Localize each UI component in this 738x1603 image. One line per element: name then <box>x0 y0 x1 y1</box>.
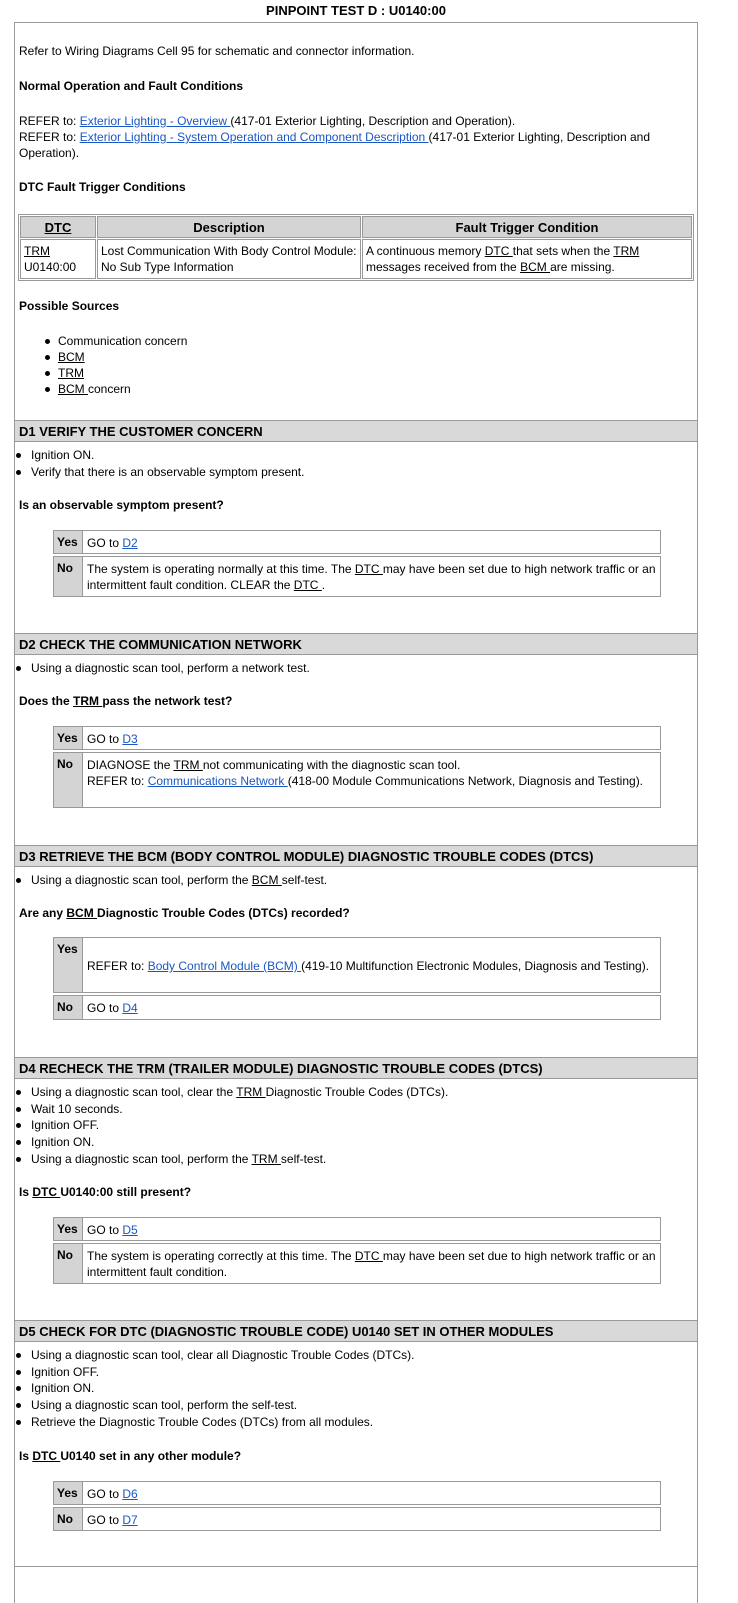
list-item: Using a diagnostic scan tool, clear the TRM Diagnostic Trouble Codes (DTCs). <box>15 1084 448 1101</box>
step-d4-no-row <box>53 1243 661 1284</box>
step-d5-header: D5 CHECK FOR DTC (DIAGNOSTIC TROUBLE CODE) U0140 SET IN OTHER MODULES <box>15 1320 697 1342</box>
description-cell: Lost Communication With Body Control Module: No Sub Type Information <box>97 239 361 279</box>
col-header-dtc: DTC <box>20 216 96 238</box>
no-value: GO to D7 <box>87 1513 138 1527</box>
refer-suffix: (417-01 Exterior Lighting, Description and Operation). <box>19 130 650 160</box>
dtc-trigger-heading: DTC Fault Trigger Conditions <box>19 180 186 194</box>
no-value: GO to D4 <box>87 1001 138 1015</box>
yes-value: GO to D2 <box>87 536 138 550</box>
no-value: The system is operating correctly at this time. The DTC may have been set due to high network traffic or an intermittent fault condition. <box>87 1249 656 1279</box>
step-d1-bullets <box>15 447 304 480</box>
yes-label: Yes <box>54 1218 83 1240</box>
yes-label: Yes <box>54 727 83 749</box>
dtc-table <box>18 214 694 281</box>
step-d4-header: D4 RECHECK THE TRM (TRAILER MODULE) DIAGNOSTIC TROUBLE CODES (DTCS) <box>15 1057 697 1079</box>
list-item: Ignition ON. <box>15 447 304 464</box>
list-item: Ignition OFF. <box>15 1117 448 1134</box>
refer-line-2 <box>19 129 691 161</box>
communications-network-link[interactable]: Communications Network <box>147 774 288 788</box>
step-d2-header: D2 CHECK THE COMMUNICATION NETWORK <box>15 633 697 655</box>
possible-sources-heading: Possible Sources <box>19 299 120 313</box>
table-row <box>20 239 692 279</box>
step-d5-bullets <box>15 1347 415 1431</box>
normal-operation-heading: Normal Operation and Fault Conditions <box>19 79 244 93</box>
list-item: Verify that there is an observable symptom present. <box>15 464 304 481</box>
step-d4-question: Is DTC U0140:00 still present? <box>19 1185 192 1199</box>
yes-label: Yes <box>54 531 83 553</box>
list-item: Using a diagnostic scan tool, perform the self-test. <box>15 1397 415 1414</box>
refer-line-1 <box>19 113 691 129</box>
list-item: Using a diagnostic scan tool, clear all Diagnostic Trouble Codes (DTCs). <box>15 1347 415 1364</box>
yes-value: GO to D5 <box>87 1223 138 1237</box>
step-d4-yes-row <box>53 1217 661 1241</box>
step-d5-yes-row <box>53 1481 661 1505</box>
yes-label: Yes <box>54 1482 83 1504</box>
wiring-note: Refer to Wiring Diagrams Cell 95 for schematic and connector information. <box>19 44 415 58</box>
no-label: No <box>54 1508 83 1530</box>
list-item: Ignition ON. <box>15 1134 448 1151</box>
page-title: PINPOINT TEST D : U0140:00 <box>266 3 446 18</box>
list-item: Using a diagnostic scan tool, perform the BCM self-test. <box>15 872 327 889</box>
step-d3-question: Are any BCM Diagnostic Trouble Codes (DTCs) recorded? <box>19 906 350 920</box>
go-to-d6-link[interactable]: D6 <box>122 1487 138 1501</box>
list-item: Ignition OFF. <box>15 1364 415 1381</box>
list-item: Wait 10 seconds. <box>15 1101 448 1118</box>
exterior-lighting-system-operation-link[interactable]: Exterior Lighting - System Operation and Component Description <box>79 130 429 144</box>
col-header-fault-trigger: Fault Trigger Condition <box>362 216 692 238</box>
dtc-cell: TRM U0140:00 <box>20 239 96 279</box>
refer-suffix: (417-01 Exterior Lighting, Description and Operation). <box>230 114 516 128</box>
step-d3-no-row <box>53 995 661 1020</box>
list-item: TRM <box>19 365 187 381</box>
step-d5-question: Is DTC U0140 set in any other module? <box>19 1449 242 1463</box>
step-d2-question: Does the TRM pass the network test? <box>19 694 233 708</box>
step-d3-yes-row <box>53 937 661 993</box>
fault-trigger-cell: A continuous memory DTC that sets when the TRM messages received from the BCM are missing. <box>362 239 692 279</box>
no-label: No <box>54 557 83 596</box>
list-item: Using a diagnostic scan tool, perform the TRM self-test. <box>15 1151 448 1168</box>
list-item: Ignition ON. <box>15 1380 415 1397</box>
exterior-lighting-overview-link[interactable]: Exterior Lighting - Overview <box>79 114 231 128</box>
content-frame <box>14 22 698 1603</box>
yes-value: GO to D6 <box>87 1487 138 1501</box>
step-d3-header: D3 RETRIEVE THE BCM (BODY CONTROL MODULE) DIAGNOSTIC TROUBLE CODES (DTCS) <box>15 845 697 867</box>
go-to-d2-link[interactable]: D2 <box>122 536 138 550</box>
body-control-module-link[interactable]: Body Control Module (BCM) <box>147 959 302 973</box>
go-to-d4-link[interactable]: D4 <box>122 1001 138 1015</box>
no-label: No <box>54 1244 83 1283</box>
no-label: No <box>54 753 83 807</box>
yes-label: Yes <box>54 938 83 992</box>
refer-prefix: REFER to: <box>19 130 80 144</box>
possible-sources-list <box>19 333 187 397</box>
step-d5-no-row <box>53 1507 661 1531</box>
no-value: DIAGNOSE the TRM not communicating with the diagnostic scan tool. REFER to: Communications Network (418-00 Module Communications Network, Diagnosis and Testing). <box>87 758 644 788</box>
step-d2-no-row <box>53 752 661 808</box>
list-item: BCM <box>19 349 187 365</box>
go-to-d7-link[interactable]: D7 <box>122 1513 138 1527</box>
col-header-description: Description <box>97 216 361 238</box>
refer-prefix: REFER to: <box>19 114 80 128</box>
yes-value: GO to D3 <box>87 732 138 746</box>
step-d1-no-row <box>53 556 661 597</box>
step-d4-bullets <box>15 1084 448 1168</box>
section-divider <box>15 1566 697 1567</box>
no-label: No <box>54 996 83 1019</box>
step-d1-header: D1 VERIFY THE CUSTOMER CONCERN <box>15 420 697 442</box>
list-item: Communication concern <box>19 333 187 349</box>
step-d3-bullets <box>15 872 327 889</box>
step-d1-yes-row <box>53 530 661 554</box>
step-d1-question: Is an observable symptom present? <box>19 498 224 512</box>
list-item: Retrieve the Diagnostic Trouble Codes (DTCs) from all modules. <box>15 1414 415 1431</box>
go-to-d3-link[interactable]: D3 <box>122 732 138 746</box>
no-value: The system is operating normally at this time. The DTC may have been set due to high network traffic or an intermittent fault condition. CLEAR the DTC . <box>87 562 656 592</box>
step-d2-bullets <box>15 660 310 677</box>
list-item: Using a diagnostic scan tool, perform a network test. <box>15 660 310 677</box>
go-to-d5-link[interactable]: D5 <box>122 1223 138 1237</box>
step-d2-yes-row <box>53 726 661 750</box>
list-item: BCM concern <box>19 381 187 397</box>
yes-value: REFER to: Body Control Module (BCM) (419-10 Multifunction Electronic Modules, Diagnosis and Testing). <box>87 959 650 973</box>
